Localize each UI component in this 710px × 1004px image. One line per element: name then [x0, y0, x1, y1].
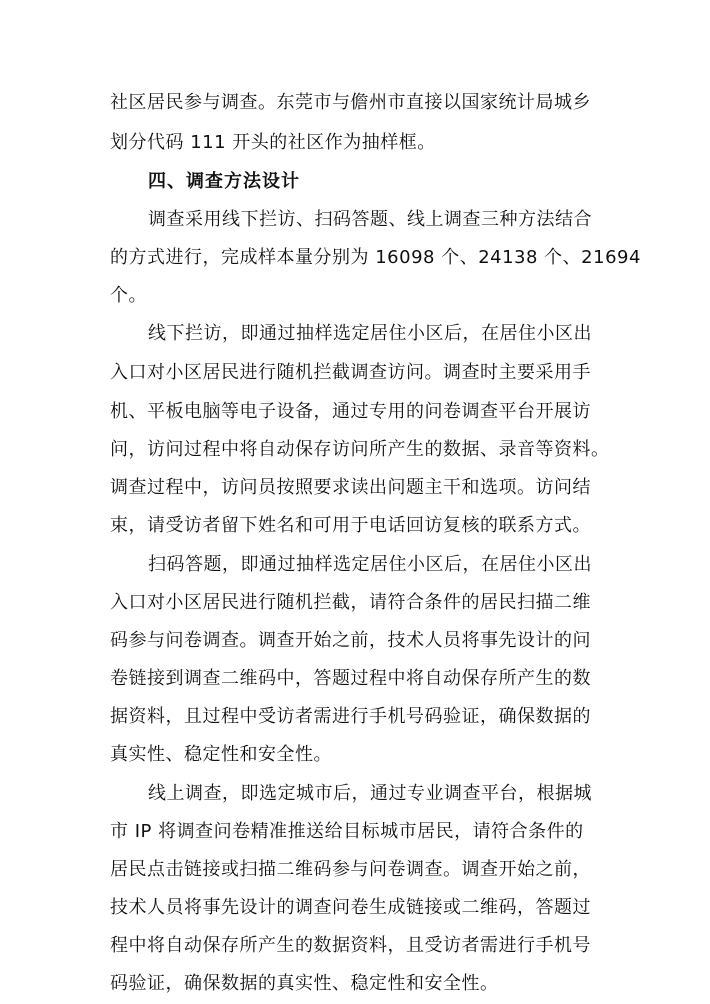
paragraph-line: 技术人员将事先设计的调查问卷生成链接或二维码，答题过: [110, 897, 591, 918]
paragraph-line: 线上调查，即选定城市后，通过专业调查平台，根据城: [148, 783, 592, 804]
paragraph-line: 码验证，确保数据的真实性、稳定性和安全性。: [110, 973, 499, 994]
paragraph-line: 社区居民参与调查。东莞市与儋州市直接以国家统计局城乡: [110, 92, 591, 113]
paragraph-line: 机、平板电脑等电子设备，通过专用的问卷调查平台开展访: [110, 401, 591, 422]
paragraph-line: 真实性、稳定性和安全性。: [110, 744, 332, 765]
paragraph-line: 市 IP 将调查问卷精准推送给目标城市居民，请符合条件的: [110, 821, 584, 842]
paragraph-line: 入口对小区居民进行随机拦截调查访问。调查时主要采用手: [110, 362, 591, 383]
paragraph-line: 入口对小区居民进行随机拦截，请符合条件的居民扫描二维: [110, 592, 591, 613]
section-heading: 四、调查方法设计: [148, 171, 300, 192]
paragraph-line: 束，请受访者留下姓名和可用于电话回访复核的联系方式。: [110, 515, 591, 536]
paragraph-line: 码参与问卷调查。调查开始之前，技术人员将事先设计的问: [110, 630, 591, 651]
paragraph-line: 调查采用线下拦访、扫码答题、线上调查三种方法结合: [148, 209, 592, 230]
paragraph-line: 居民点击链接或扫描二维码参与问卷调查。调查开始之前，: [110, 859, 591, 880]
paragraph-line: 卷链接到调查二维码中，答题过程中将自动保存所产生的数: [110, 668, 591, 689]
paragraph-line: 划分代码 111 开头的社区作为抽样框。: [110, 132, 436, 153]
paragraph-line: 调查过程中，访问员按照要求读出问题主干和选项。访问结: [110, 477, 591, 498]
paragraph-line: 个。: [110, 285, 147, 306]
paragraph-line: 据资料，且过程中受访者需进行手机号码验证，确保数据的: [110, 706, 591, 727]
paragraph-line: 扫码答题，即通过抽样选定居住小区后，在居住小区出: [148, 554, 592, 575]
paragraph-line: 问，访问过程中将自动保存访问所产生的数据、录音等资料。: [110, 439, 610, 460]
paragraph-line: 的方式进行，完成样本量分别为 16098 个、24138 个、21694: [110, 247, 641, 268]
paragraph-line: 程中将自动保存所产生的数据资料，且受访者需进行手机号: [110, 935, 591, 956]
paragraph-line: 线下拦访，即通过抽样选定居住小区后，在居住小区出: [148, 323, 592, 344]
